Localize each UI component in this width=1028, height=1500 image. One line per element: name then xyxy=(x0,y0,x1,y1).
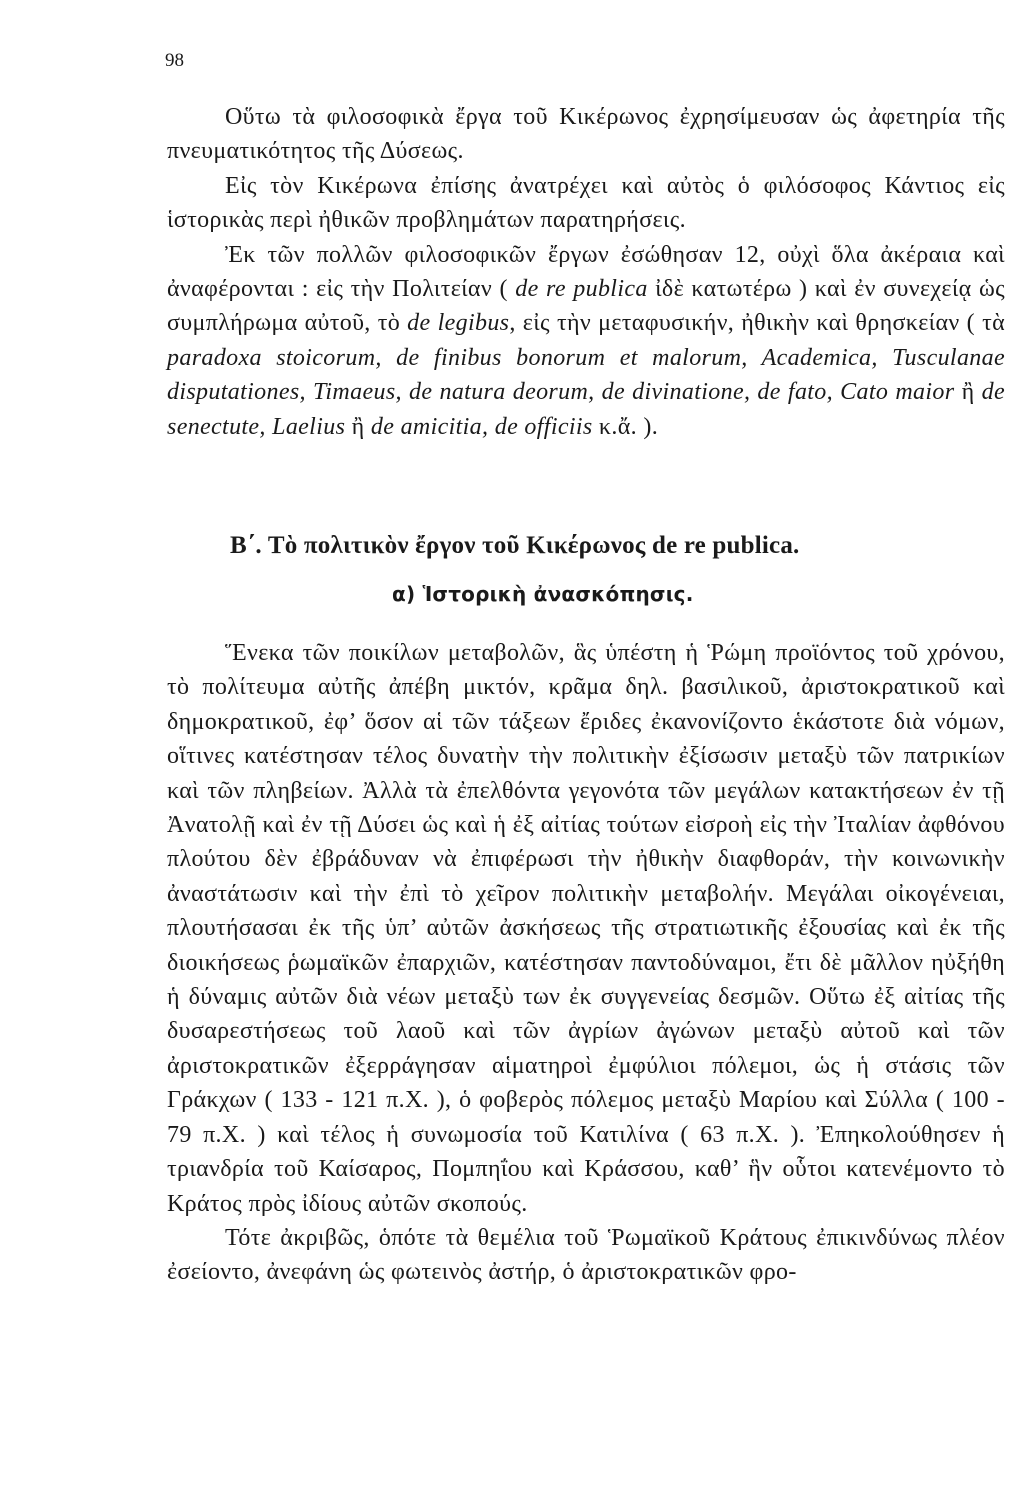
paragraph: Ἕνεκα τῶν ποικίλων μεταβολῶν, ἃς ὑπέστη ἡ Ῥώμη προϊόντος τοῦ χρόνου, τὸ πολίτευμα αὐτῆς ἀπέβη μικτόν, κρᾶμα δηλ. βασιλικοῦ, ἀριστοκρατικοῦ καὶ δημοκρατικοῦ, ἐφ’ ὅσον αἱ τῶν τάξεων ἔριδες ἐκανονίζοντο ἑκάστοτε διὰ νόμων, οἵτινες κατέστησαν τέλος δυνατὴν τὴν πολιτικὴν ἐξίσωσιν μεταξὺ τῶν πατρικίων καὶ τῶν πληβείων. Ἀλλὰ τὰ ἐπελθόντα γεγονότα τῶν μεγάλων κατακτήσεων ἐν τῇ Ἀνατολῇ καὶ ἐν τῇ Δύσει ὡς καὶ ἡ ἐξ αἰτίας τούτων εἰσροὴ εἰς τὴν Ἰταλίαν ἀφθόνου πλούτου δὲν ἐβράδυναν νὰ ἐπιφέρωσι τὴν ἠθικὴν διαφθοράν, τὴν κοινωνικὴν ἀναστάτωσιν καὶ τὴν ἐπὶ τὸ χεῖρον πολιτικὴν μεταβολήν. Μεγάλαι οἰκογένειαι, πλουτήσασαι ἐκ τῆς ὑπ’ αὐτῶν ἀσκήσεως τῆς στρατιωτικῆς ἐξουσίας καὶ ἐκ τῆς διοικήσεως ῥωμαϊκῶν ἐπαρχιῶν, κατέστησαν παντοδύναμοι, ἔτι δὲ μᾶλλον ηὐξήθη ἡ δύναμις αὐτῶν διὰ νέων μεταξὺ των ἐκ συγγενείας δεσμῶν. Οὕτω ἐξ αἰτίας τῆς δυσαρεστήσεως τοῦ λαοῦ καὶ τῶν ἀγρίων ἀγώνων μεταξὺ αὐτοῦ καὶ τῶν ἀριστοκρατικῶν ἐξερράγησαν αἱματηροὶ ἐμφύλιοι πόλεμοι, ὡς ἡ στάσις τῶν Γράκχων ( 133 - 121 π.Χ. ), ὁ φοβερὸς πόλεμος μεταξὺ Μαρίου καὶ Σύλλα ( 100 - 79 π.Χ. ) καὶ τέλος ἡ συνωμοσία τοῦ Κατιλίνα ( 63 π.Χ. ). Ἐπηκολούθησεν ἡ τριανδρία τοῦ Καίσαρος, Πομπηΐου καὶ Κράσσου, καθ’ ἣν οὗτοι κατενέμοντο τὸ Κράτος πρὸς ἰδίους αὐτῶν σκοπούς. xyxy=(167,640,1005,1217)
paragraph: Τότε ἀκριβῶς, ὁπότε τὰ θεμέλια τοῦ Ῥωμαϊκοῦ Κράτους ἐπικινδύνως πλέον ἐσείοντο, ἀνεφάνη ὡς φωτεινὸς ἀστήρ, ὁ ἀριστοκρατικῶν φρο- xyxy=(167,1224,1005,1286)
paragraph: Εἰς τὸν Κικέρωνα ἐπίσης ἀνατρέχει καὶ αὐτὸς ὁ φιλόσοφος Κάντιος εἰς ἱστορικὰς περὶ ἠθικῶν προβλημάτων παρατηρήσεις. xyxy=(167,172,1005,234)
section-heading: Β΄. Τὸ πολιτικὸν ἔργον τοῦ Κικέρωνος de re publica. xyxy=(230,532,800,559)
body-text xyxy=(167,636,1005,1290)
works-paragraph: Ἐκ τῶν πολλῶν φιλοσοφικῶν ἔργων ἐσώθησαν 12, οὐχὶ ὅλα ἀκέραια καὶ ἀναφέρονται : εἰς τὴν Πολιτείαν ( de re publica ἰδὲ κατωτέρω ) καὶ ἐν συνεχείᾳ ὡς συμπλήρωμα αὐτοῦ, τὸ de legibus, εἰς τὴν μεταφυσικήν, ἠθικὴν καὶ θρησκείαν ( τὰ paradoxa stoicorum, de finibus bonorum et malorum, Academica, Tusculanae disputationes, Timaeus, de natura deorum, de divinatione, de fato, Cato maior ἢ de senectute, Laelius ἢ de amicitia, de officiis κ.ἄ. ). xyxy=(167,241,1005,440)
subsection-heading: α) Ἱστορικὴ ἀνασκόπησις. xyxy=(392,582,694,606)
paragraph: Οὕτω τὰ φιλοσοφικὰ ἔργα τοῦ Κικέρωνος ἐχρησίμευσαν ὡς ἀφετηρία τῆς πνευματικότητος τῆς Δύσεως. xyxy=(167,104,1005,165)
intro-text xyxy=(167,100,1005,444)
page-number: 98 xyxy=(165,50,184,71)
